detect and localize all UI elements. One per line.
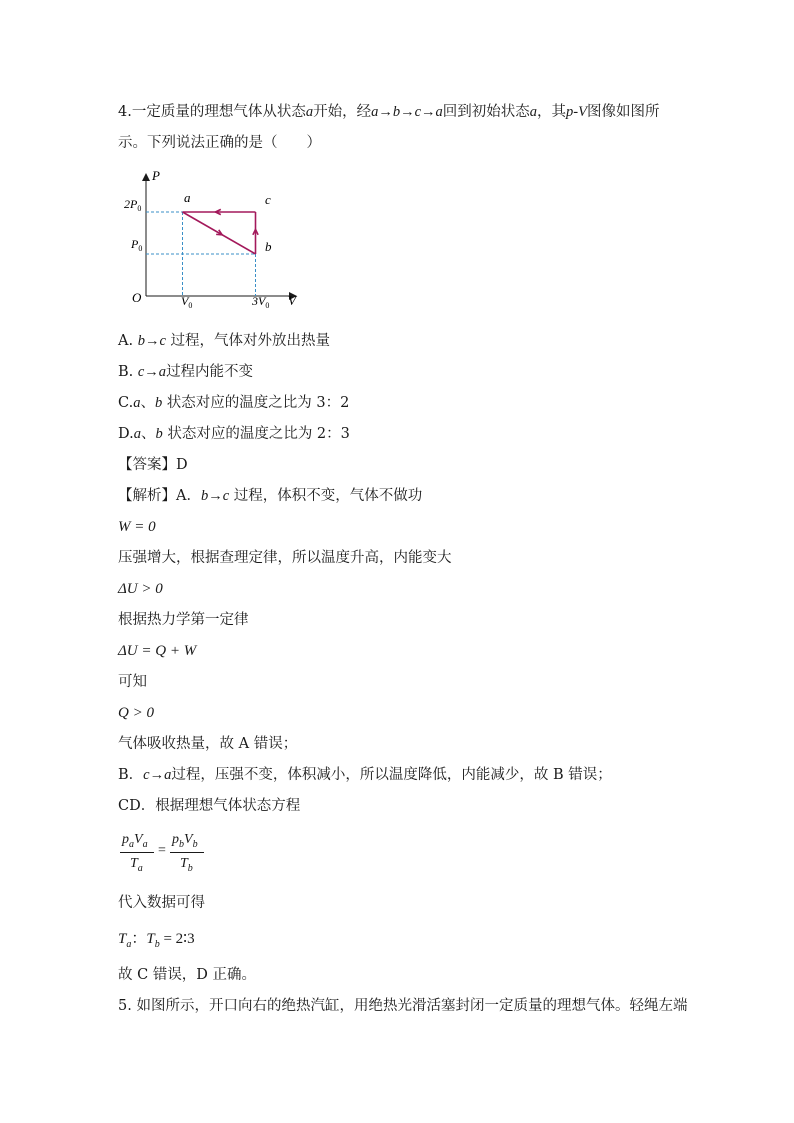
equation-q: Q > 0	[118, 705, 154, 721]
tick-p0	[130, 237, 142, 253]
tick-2p0	[124, 197, 141, 213]
option-c: C.a、b 状态对应的温度之比为 3：2	[118, 395, 350, 411]
analysis-line-1: 【解析】A．b→c 过程，体积不变，气体不做功	[118, 488, 423, 504]
question-4-line-2: 示。下列说法正确的是（ ）	[118, 135, 321, 151]
svg-text:P0: $P_0$	[131, 237, 143, 253]
origin-label: O	[132, 290, 142, 305]
dashed-guides	[146, 212, 256, 296]
equation-w: W = 0	[118, 519, 156, 535]
svg-text:2P0: $2P_0$	[124, 197, 142, 213]
analysis-line-6: B．c→a过程，压强不变，体积减小，所以温度降低，内能减少，故 B 错误；	[118, 767, 612, 783]
equation-first-law: ΔU = Q + W	[118, 643, 197, 659]
question-5-line-1: 5. 如图所示，开口向右的绝热汽缸，用绝热光滑活塞封闭一定质量的理想气体。轻绳左端	[118, 998, 688, 1014]
analysis-line-5: 气体吸收热量，故 A 错误；	[118, 736, 298, 752]
svg-text:3V0: $3V_0$	[252, 294, 270, 310]
analysis-line-3: 根据热力学第一定律	[118, 612, 249, 628]
equation-delta-u: ΔU > 0	[118, 581, 163, 597]
point-b-label: b	[265, 239, 272, 254]
analysis-line-2: 压强增大，根据查理定律，所以温度升高，内能变大	[118, 550, 452, 566]
analysis-line-8: 代入数据可得	[118, 895, 205, 911]
point-c-label: c	[265, 192, 271, 207]
temperature-ratio: $T_a$：$T_b$ = 2∶3	[118, 931, 195, 950]
answer: 【答案】D	[118, 457, 188, 473]
pv-diagram	[118, 168, 318, 318]
v-axis-label: V	[288, 293, 296, 308]
ideal-gas-equation: $p_aV_a$ $T_a$ = $p_bV_b$ $T_b$	[120, 832, 210, 878]
p-axis-label: P	[152, 168, 160, 183]
abc-cycle	[183, 209, 259, 254]
analysis-conclusion: 故 C 错误，D 正确。	[118, 967, 257, 983]
question-4-line-1: 4.一定质量的理想气体从状态a开始，经a→b→c→a回到初始状态a，其p-V图像如图所	[118, 104, 660, 120]
option-a: A. b→c 过程，气体对外放出热量	[118, 333, 330, 349]
option-b: B. c→a过程内能不变	[118, 364, 254, 380]
analysis-line-7: CD．根据理想气体状态方程	[118, 798, 301, 814]
process-a-to-b	[183, 212, 256, 254]
point-a-label: a	[184, 190, 191, 205]
analysis-line-4: 可知	[118, 674, 147, 690]
svg-text:V0: $V_0$	[181, 294, 193, 310]
option-d: D.a、b 状态对应的温度之比为 2：3	[118, 426, 350, 442]
